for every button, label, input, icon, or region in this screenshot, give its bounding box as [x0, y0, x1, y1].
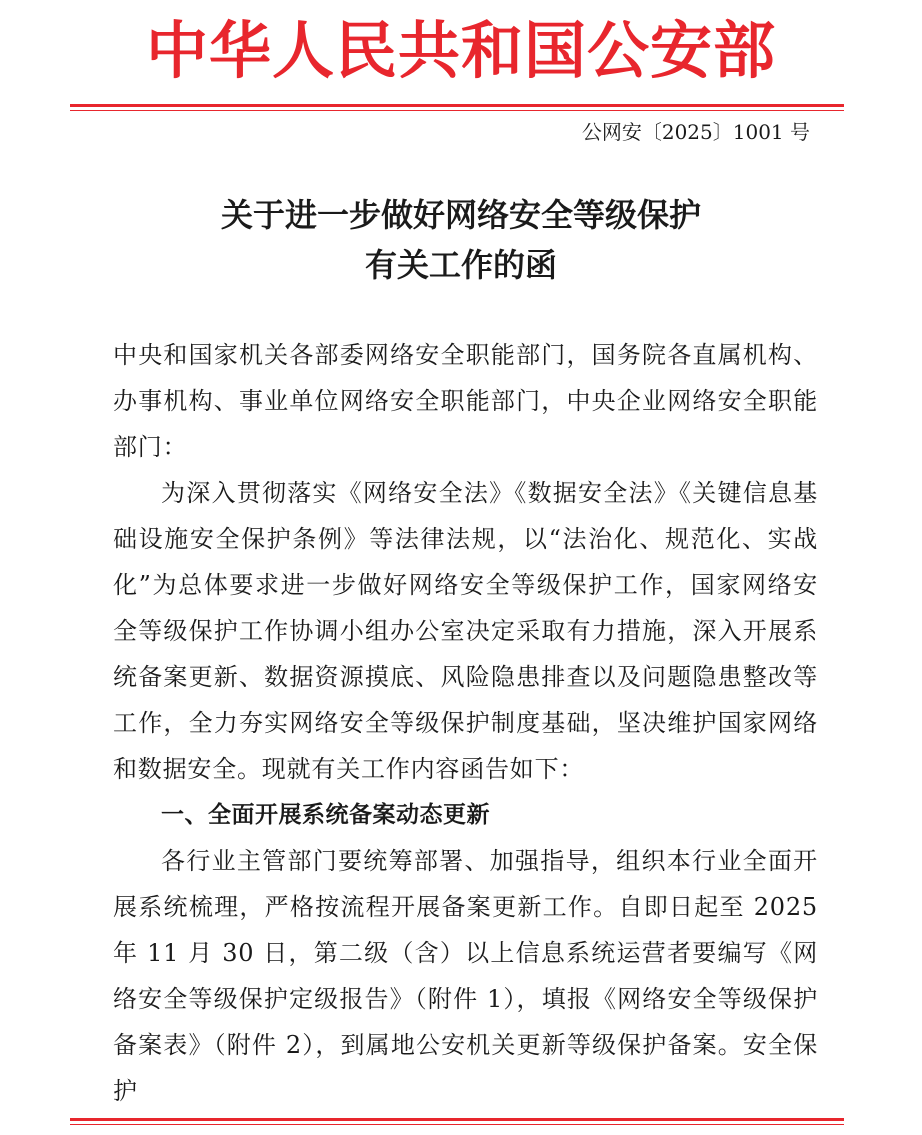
section-1-paragraph: 各行业主管部门要统筹部署、加强指导，组织本行业全面开展系统梳理，严格按流程开展备案更新工作。自即日起至 2025 年 11 月 30 日，第二级（含）以上信息系统运营者要编写《网络安全等级保护定级报告》（附件 1），填报《网络安全等级保护备案表》（附件 2），到属地公安机关更新等级保护备案。安全保护: [113, 847, 818, 1105]
masthead-red-rule-thin: [70, 110, 844, 111]
section-heading-1: 一、全面开展系统备案动态更新: [161, 802, 490, 828]
masthead-red-rule: [70, 104, 844, 107]
masthead-title: 中华人民共和国公安部: [145, 14, 776, 87]
recipient-greeting: 中央和国家机关各部委网络安全职能部门，国务院各直属机构、办事机构、事业单位网络安全职能部门，中央企业网络安全职能部门：: [113, 341, 818, 461]
document-title-line-2: 有关工作的函: [364, 246, 557, 284]
document-title-line-1: 关于进一步做好网络安全等级保护: [220, 196, 701, 234]
footer-red-rule: [70, 1118, 844, 1121]
intro-paragraph: 为深入贯彻落实《网络安全法》《数据安全法》《关键信息基础设施安全保护条例》等法律法规，以“法治化、规范化、实战化”为总体要求进一步做好网络安全等级保护工作，国家网络安全等级保护工作协调小组办公室决定采取有力措施，深入开展系统备案更新、数据资源摸底、风险隐患排查以及问题隐患整改等工作，全力夯实网络安全等级保护制度基础，坚决维护国家网络和数据安全。现就有关工作内容函告如下：: [113, 479, 818, 783]
document-number: 公网安〔2025〕1001 号: [581, 120, 810, 144]
footer-red-rule-thin: [70, 1124, 844, 1125]
